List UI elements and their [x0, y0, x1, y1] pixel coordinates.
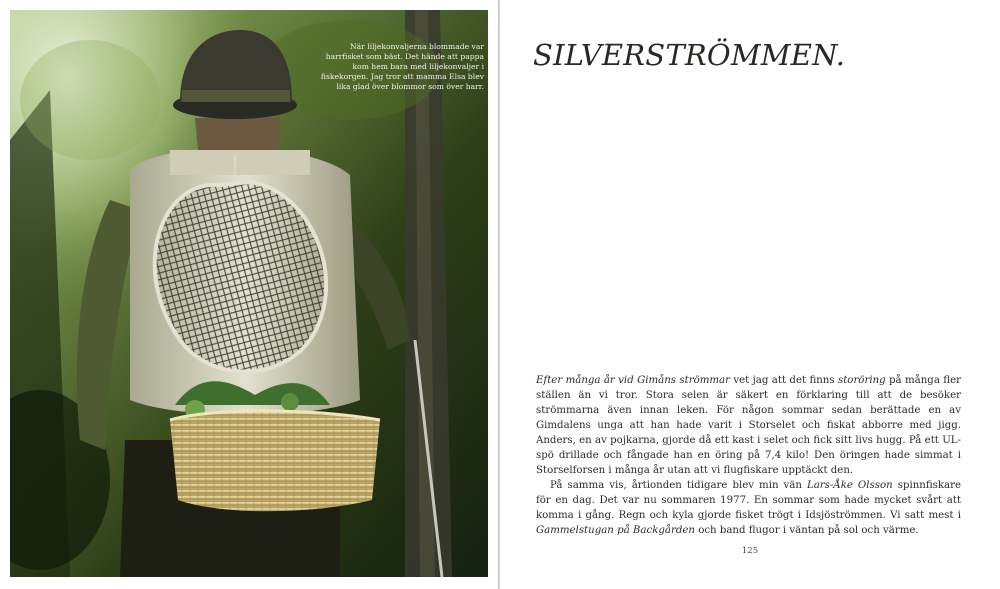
text-span: och band flugor i väntan på sol och värme. [694, 525, 919, 536]
photo-caption: När liljekonvaljerna blommade var harrfisket som bäst. Det hände att pappa kom hem bara med liljekonvaljer i fiskekorgen. Jag tror att mamma Elsa blev lika glad över blommor som över harr. [320, 42, 484, 91]
chapter-title: SILVERSTRÖMMEN. [533, 38, 846, 72]
text-span: På samma vis, årtionden tidigare blev min vän [550, 480, 807, 491]
italic-span: storöring [837, 375, 886, 386]
photo-fisherman [10, 10, 488, 577]
body-text [536, 373, 961, 538]
text-span: spinnfiskare för en dag. Det var nu sommaren 1977. En sommar som hade mycket svårt att komma i gång. Regn och kyla gjorde fisket trögt i Idsjöströmmen. Vi satt mest i [536, 480, 961, 521]
paragraph-1 [536, 373, 961, 478]
right-page [500, 0, 1000, 589]
page-number: 125 [741, 546, 759, 556]
text-span: på många fler ställen än vi tror. Stora selen är säkert en förklaring till att de besöker strömmarna även innan leken. För någon sommar sedan berättade en av Gimdalens unga att han hade varit i Storselet och fiskat abborre med jigg. Anders, en av pojkarna, gjorde då ett kast i selet och fick sitt livs hugg. På ett UL-spö drillade och fångade han en öring på 7,4 kilo! Den öringen hade simmat i Storselforsen i många år utan att vi flugfiskare upptäckt den. [536, 375, 961, 476]
italic-span: Efter många år vid Gimåns strömmar [536, 375, 730, 386]
paragraph-2 [536, 478, 961, 538]
italic-span: Lars-Åke Olsson [806, 480, 893, 491]
text-span: vet jag att det finns [730, 375, 838, 386]
italic-span: Gammelstugan på Backgården [536, 525, 695, 536]
